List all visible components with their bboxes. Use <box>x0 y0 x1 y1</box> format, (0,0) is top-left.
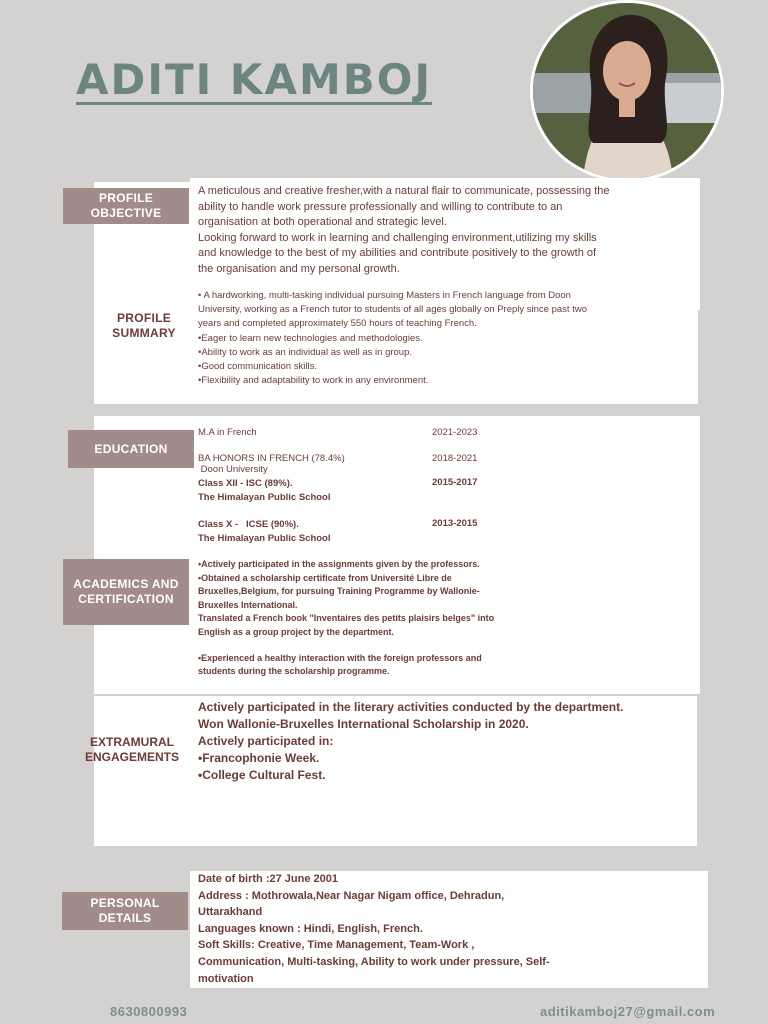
academics-text <box>198 558 668 679</box>
academics-line: Bruxelles International. <box>198 599 298 610</box>
extramural-line: •College Cultural Fest. <box>198 768 326 782</box>
personal-line: Address : Mothrowala,Near Nagar Nigam office, Dehradun, <box>198 889 505 902</box>
objective-line: and knowledge to the best of my abilities and contribute positively to the growth of <box>198 247 597 259</box>
personal-line: Soft Skills: Creative, Time Management, Team-Work , <box>198 939 475 952</box>
academics-line: Translated a French book "Inventaires des petits plaisirs belges" into <box>198 613 495 624</box>
objective-line: A meticulous and creative fresher,with a natural flair to communicate, possessing the <box>198 185 610 197</box>
profile-objective-label: PROFILE OBJECTIVE <box>63 188 189 224</box>
extramural-label: EXTRAMURAL ENGAGEMENTS <box>84 735 179 764</box>
objective-line: Looking forward to work in learning and challenging environment,utilizing my skills <box>198 231 597 244</box>
summary-line: • A hardworking, multi-tasking individual pursuing Masters in French language from Doon <box>198 290 571 301</box>
extramural-line: •Francophonie Week. <box>198 751 320 765</box>
education-degree: Class XII - ISC (89%). <box>198 478 293 489</box>
extramural-line: Actively participated in the literary activities conducted by the department. <box>198 700 624 714</box>
education-years: 2021-2023 <box>432 427 478 438</box>
education-years: 2013-2015 <box>432 518 478 529</box>
objective-line: organisation at both operational and strategic level. <box>198 216 447 228</box>
profile-summary-text <box>198 289 668 388</box>
personal-line: Communication, Multi-tasking, Ability to work under pressure, Self- <box>198 955 550 968</box>
personal-line: Date of birth :27 June 2001 <box>198 873 338 885</box>
personal-line: motivation <box>198 972 254 985</box>
phone-number: 8630800993 <box>110 1004 188 1019</box>
education-school: The Himalayan Public School <box>198 492 331 503</box>
academics-line: Bruxelles,Belgium, for pursuing Training Programme by Wallonie- <box>198 586 480 597</box>
personal-text <box>198 871 698 987</box>
summary-line: •Ability to work as an individual as well as in group. <box>198 346 413 358</box>
education-school: Doon University <box>198 464 268 475</box>
academics-line: English as a group project by the department. <box>198 626 395 637</box>
profile-summary-label: PROFILE SUMMARY <box>94 306 194 346</box>
personal-line: Uttarakhand <box>198 906 263 919</box>
email-address[interactable]: aditikamboj27@gmail.com <box>540 1004 716 1019</box>
extramural-line: Actively participated in: <box>198 734 334 748</box>
resume-name: ADITI KAMBOJ <box>76 55 433 104</box>
profile-photo-image <box>533 3 721 179</box>
objective-line: ability to handle work pressure professionally and willing to contribute to an <box>198 200 563 213</box>
education-entry <box>198 477 331 505</box>
education-entry <box>198 518 331 546</box>
summary-line: •Good communication skills. <box>198 361 317 373</box>
academics-line: •Experienced a healthy interaction with the foreign professors and <box>198 652 482 663</box>
extramural-line: Won Wallonie-Bruxelles International Scholarship in 2020. <box>198 717 529 731</box>
education-entry <box>198 427 257 438</box>
academics-line: •Obtained a scholarship certificate from Université Libre de <box>198 572 452 583</box>
academics-line: students during the scholarship programme. <box>198 666 390 677</box>
summary-line: University, working as a French tutor to students of all ages globally on Preply since past two <box>198 304 587 316</box>
academics-line: •Actively participated in the assignments given by the professors. <box>198 559 480 569</box>
academics-line <box>198 640 668 652</box>
profile-objective-text <box>198 184 668 277</box>
academics-label <box>63 559 189 625</box>
objective-line: the organisation and my personal growth. <box>198 262 400 275</box>
education-degree: Class X - ICSE (90%). <box>198 519 299 530</box>
summary-line: years and completed approximately 550 hours of teaching French. <box>198 318 477 330</box>
education-school: The Himalayan Public School <box>198 533 331 544</box>
personal-line: Languages known : Hindi, English, French. <box>198 922 423 935</box>
education-label: EDUCATION <box>68 430 194 468</box>
personal-label: PERSONAL DETAILS <box>62 892 188 930</box>
education-years: 2018-2021 <box>432 453 478 464</box>
profile-photo <box>530 0 724 182</box>
education-entry <box>198 453 345 475</box>
summary-line: •Eager to learn new technologies and methodologies. <box>198 332 423 344</box>
academics-label-text: ACADEMICS AND CERTIFICATION <box>73 577 179 606</box>
education-degree: BA HONORS IN FRENCH (78.4%) <box>198 453 345 464</box>
education-degree: M.A in French <box>198 427 257 438</box>
education-years: 2015-2017 <box>432 477 478 488</box>
extramural-text <box>198 699 688 784</box>
summary-line: •Flexibility and adaptability to work in any environment. <box>198 375 429 387</box>
